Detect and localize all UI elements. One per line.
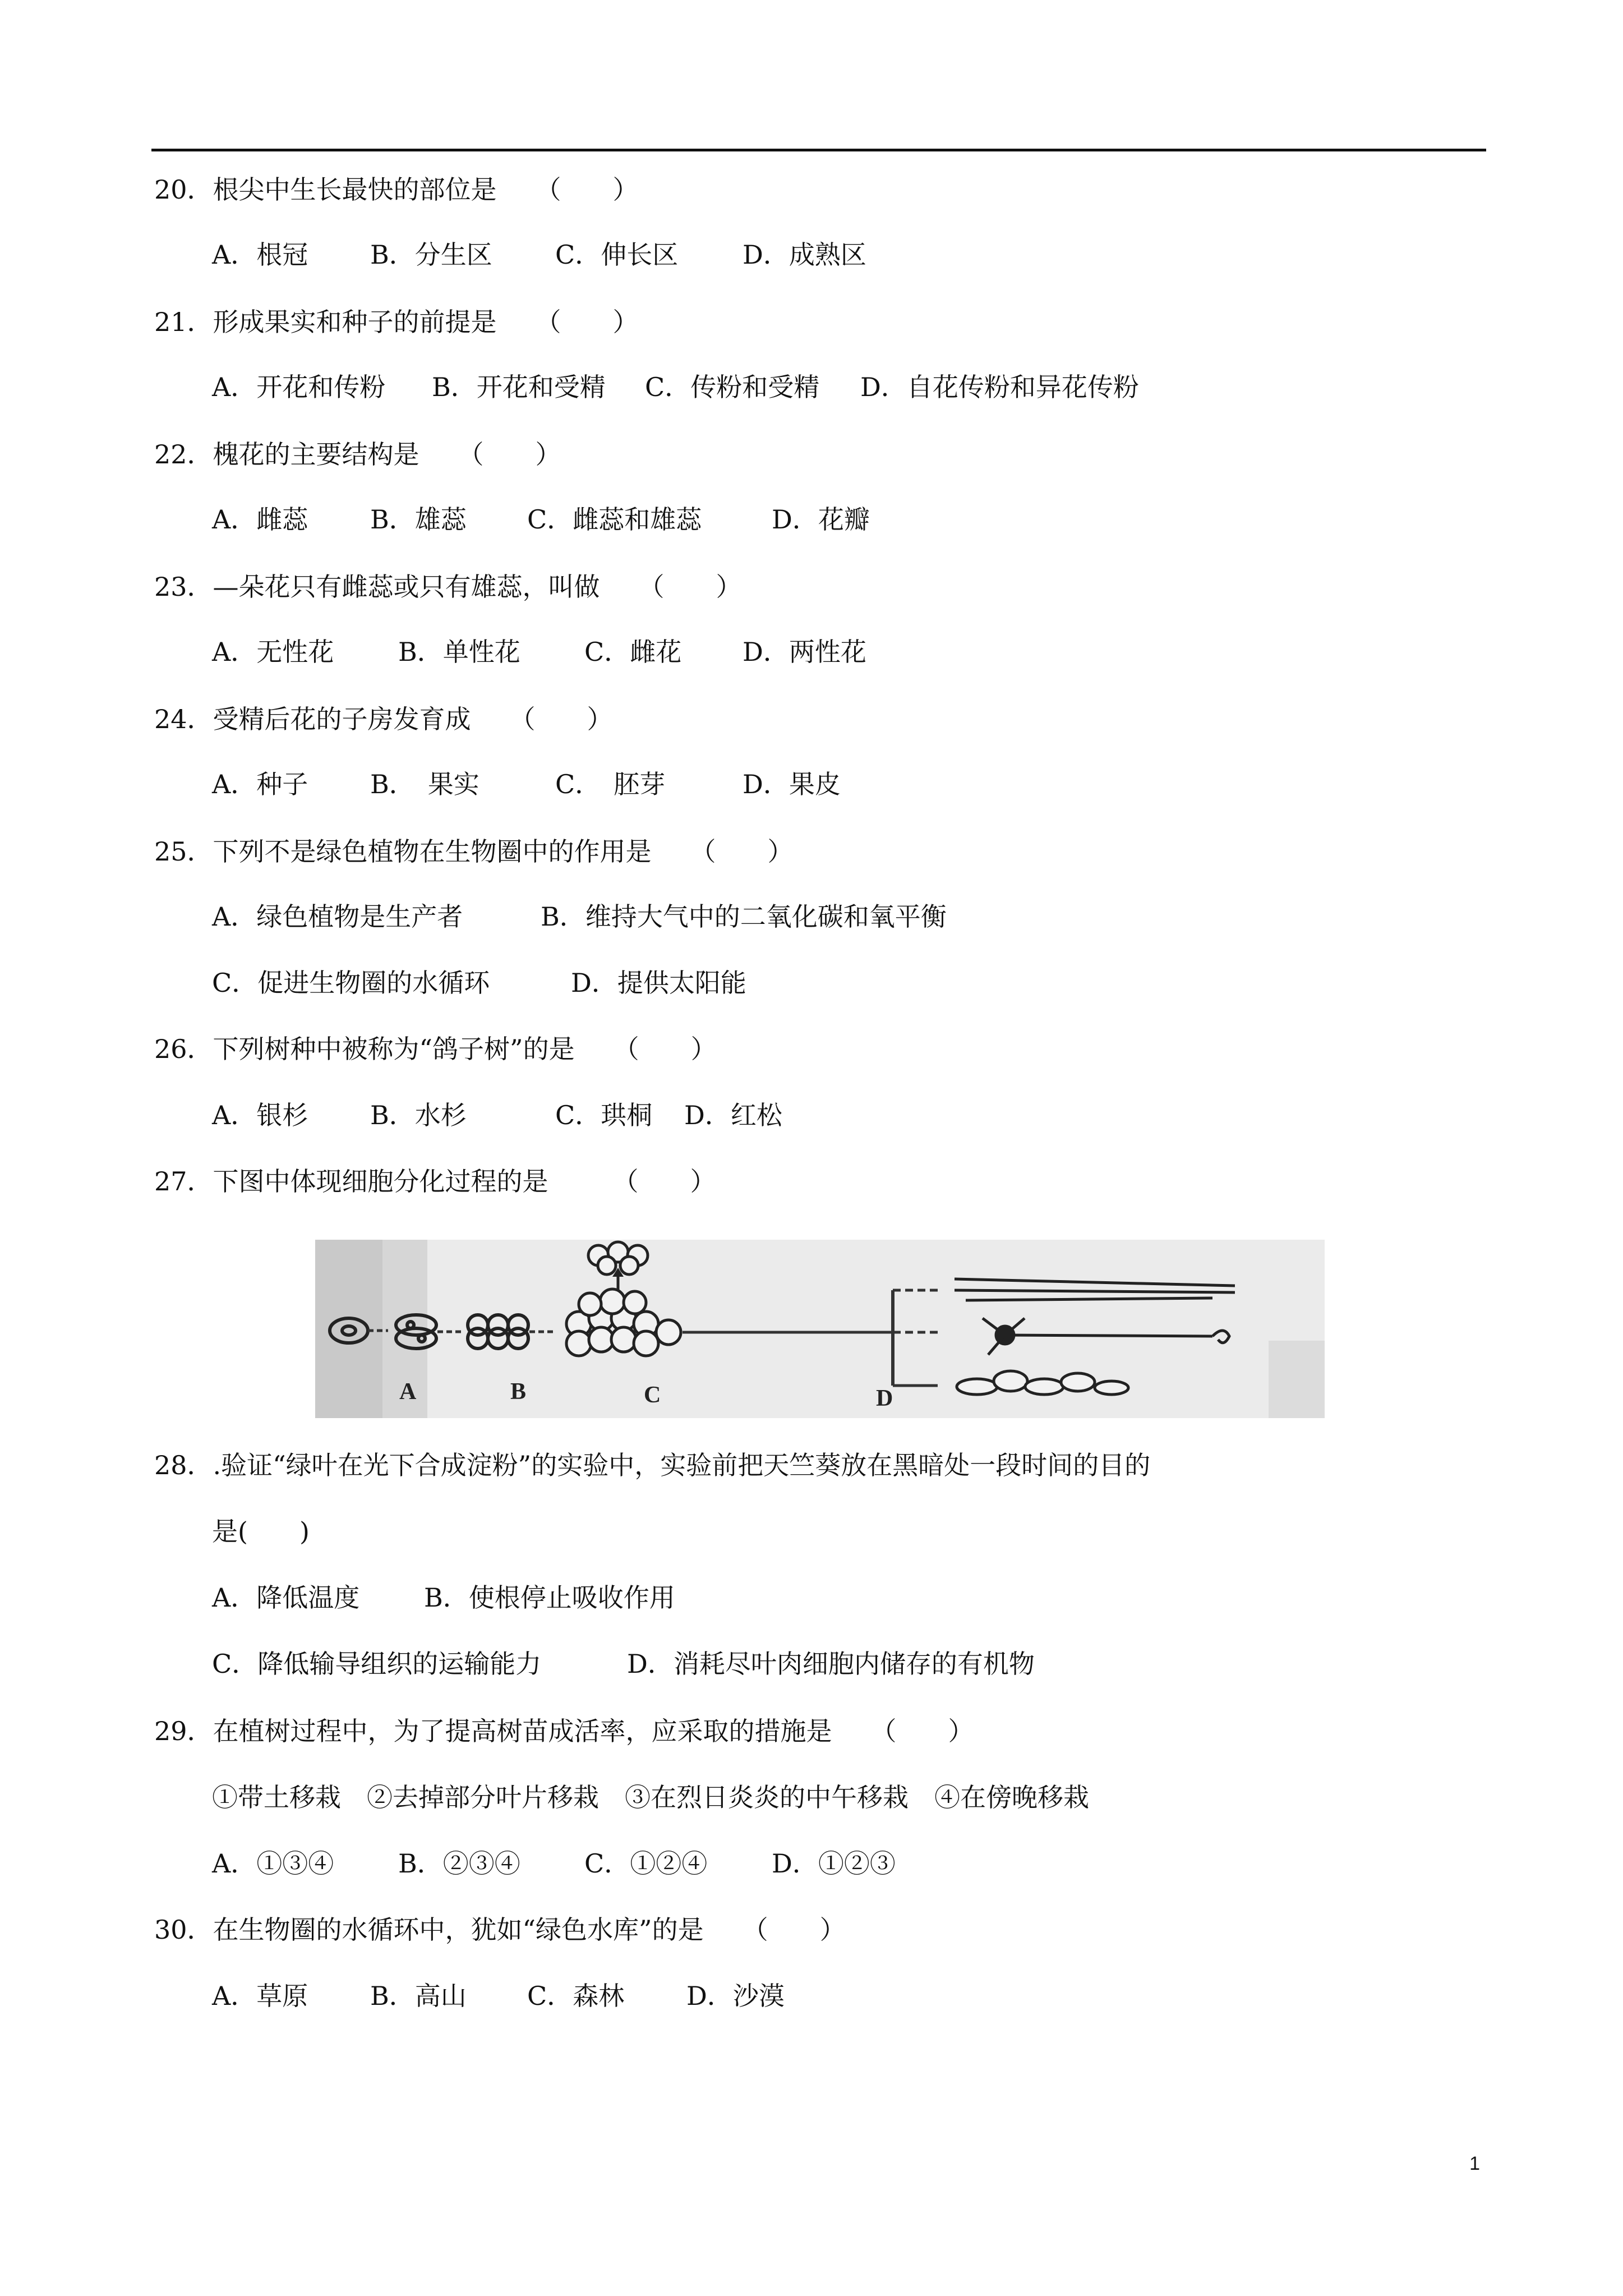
option-a: A．降低温度 xyxy=(212,1582,360,1613)
question-22: 22．槐花的主要结构是 （ ） xyxy=(154,439,561,470)
option-b: B． 果实 xyxy=(370,769,479,799)
question-23: 23．—朵花只有雌蕊或只有雄蕊，叫做 （ ） xyxy=(154,572,742,602)
option-c: C．雌花 xyxy=(584,637,682,667)
option-b: B．维持大气中的二氧化碳和氧平衡 xyxy=(541,901,947,932)
question-29-choices: ①带土移栽 ②去掉部分叶片移栽 ③在烈日炎炎的中午移栽 ④在傍晚移栽 xyxy=(212,1782,1089,1812)
figure-label-a: A xyxy=(399,1379,417,1405)
figure-label-b: B xyxy=(510,1379,527,1405)
option-c: C． 胚芽 xyxy=(555,769,666,799)
option-c: C．传粉和受精 xyxy=(645,372,820,402)
option-c: C．①②④ xyxy=(584,1848,708,1879)
option-d: D．消耗尽叶肉细胞内储存的有机物 xyxy=(627,1649,1035,1679)
question-28: 28．.验证“绿叶在光下合成淀粉”的实验中，实验前把天竺葵放在黑暗处一段时间的目的 xyxy=(154,1450,1151,1480)
option-b: B．使根停止吸收作用 xyxy=(424,1582,675,1613)
option-d: D．红松 xyxy=(684,1100,782,1130)
option-d: D．成熟区 xyxy=(743,240,866,270)
header-rule xyxy=(151,149,1486,151)
option-a: A．开花和传粉 xyxy=(212,372,386,402)
option-c: C．降低输导组织的运输能力 xyxy=(212,1649,542,1679)
option-b: B．高山 xyxy=(370,1981,467,2011)
option-a: A．根冠 xyxy=(212,240,308,270)
question-21: 21．形成果实和种子的前提是 （ ） xyxy=(154,307,639,337)
cell-differentiation-figure xyxy=(315,1240,1325,1418)
option-d: D．①②③ xyxy=(772,1848,896,1879)
option-d: D．自花传粉和异花传粉 xyxy=(860,372,1139,402)
question-28-stem-cont: 是( ) xyxy=(212,1516,310,1547)
option-b: B．②③④ xyxy=(398,1848,520,1879)
figure-label-c: C xyxy=(644,1382,661,1408)
question-24: 24．受精后花的子房发育成 （ ） xyxy=(154,704,613,734)
option-a: A．①③④ xyxy=(212,1848,334,1879)
question-29: 29．在植树过程中，为了提高树苗成活率，应采取的措施是 （ ） xyxy=(154,1716,974,1746)
figure-label-d: D xyxy=(876,1386,893,1411)
option-a: A．无性花 xyxy=(212,637,334,667)
option-b: B．水杉 xyxy=(370,1100,467,1130)
option-d: D．沙漠 xyxy=(686,1981,785,2011)
option-c: C．雌蕊和雄蕊 xyxy=(527,504,702,535)
option-a: A．雌蕊 xyxy=(212,504,308,535)
option-c: C．珙桐 xyxy=(555,1100,653,1130)
option-a: A．银杉 xyxy=(212,1100,308,1130)
question-20: 20．根尖中生长最快的部位是 （ ） xyxy=(154,174,639,205)
option-d: D．两性花 xyxy=(743,637,866,667)
question-27: 27．下图中体现细胞分化过程的是 （ ） xyxy=(154,1166,716,1197)
question-30: 30．在生物圈的水循环中，犹如“绿色水库”的是 （ ） xyxy=(154,1915,846,1945)
option-d: D．提供太阳能 xyxy=(571,968,746,998)
option-a: A．草原 xyxy=(212,1981,308,2011)
option-c: C．森林 xyxy=(527,1981,625,2011)
option-a: A．绿色植物是生产者 xyxy=(212,901,463,932)
option-b: B．分生区 xyxy=(370,240,492,270)
option-a: A．种子 xyxy=(212,769,308,799)
question-25: 25．下列不是绿色植物在生物圈中的作用是 （ ） xyxy=(154,836,794,867)
question-26: 26．下列树种中被称为“鸽子树”的是 （ ） xyxy=(154,1034,717,1064)
figure-svg xyxy=(315,1240,1325,1418)
option-c: C．促进生物圈的水循环 xyxy=(212,968,490,998)
option-d: D．果皮 xyxy=(743,769,841,799)
option-c: C．伸长区 xyxy=(555,240,679,270)
option-d: D．花瓣 xyxy=(772,504,870,535)
option-b: B．开花和受精 xyxy=(432,372,606,402)
option-b: B．雄蕊 xyxy=(370,504,467,535)
page-number: 1 xyxy=(1469,2153,1480,2174)
option-b: B．单性花 xyxy=(398,637,520,667)
